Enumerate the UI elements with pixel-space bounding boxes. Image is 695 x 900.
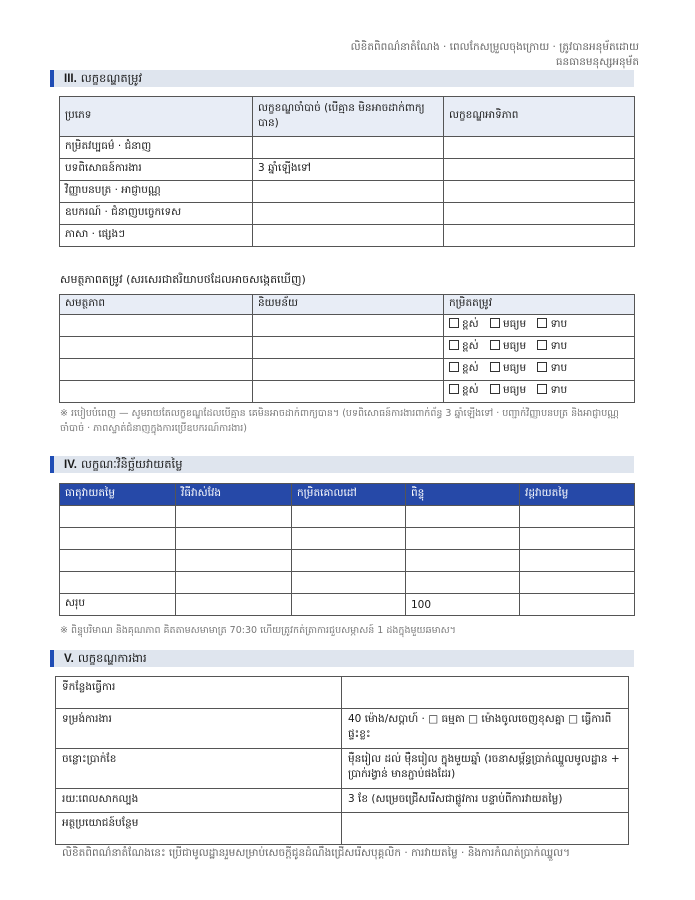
condition-label: អត្ថប្រយោជន៍បន្ថែម xyxy=(56,813,342,845)
table-cell[interactable] xyxy=(406,528,520,550)
condition-value[interactable] xyxy=(342,813,629,845)
table-row xyxy=(60,572,635,594)
table-cell[interactable] xyxy=(520,506,635,528)
table-header-row xyxy=(60,484,635,506)
competency-table xyxy=(59,294,635,403)
required-cell[interactable]: 3 ឆ្នាំឡើងទៅ xyxy=(253,159,444,181)
required-cell[interactable] xyxy=(253,181,444,203)
table-cell xyxy=(292,594,406,616)
total-label: សរុប xyxy=(60,594,176,616)
table-cell[interactable] xyxy=(176,506,292,528)
column-header: សមត្ថភាព xyxy=(60,295,253,315)
row-label: ភាសា · ផ្សេងៗ xyxy=(60,225,253,247)
level-mid-checkbox[interactable] xyxy=(490,362,500,372)
total-row xyxy=(60,594,635,616)
level-options xyxy=(444,337,635,359)
table-header-row xyxy=(60,295,635,315)
section-evaluation-heading xyxy=(50,456,634,473)
level-low-checkbox[interactable] xyxy=(537,340,547,350)
table-row xyxy=(60,528,635,550)
row-label: បទពិសោធន៍ការងារ xyxy=(60,159,253,181)
table-cell[interactable] xyxy=(520,572,635,594)
table-cell[interactable] xyxy=(60,572,176,594)
evaluation-table xyxy=(59,483,635,616)
level-high-checkbox[interactable] xyxy=(449,340,459,350)
column-header: កម្រិតគោលដៅ xyxy=(292,484,406,506)
section-number: IV. xyxy=(64,459,78,471)
section-number: V. xyxy=(64,653,74,665)
table-cell[interactable] xyxy=(292,528,406,550)
definition-cell[interactable] xyxy=(253,359,444,381)
table-cell[interactable] xyxy=(520,528,635,550)
section-requirements-heading xyxy=(50,70,634,87)
requirements-table xyxy=(59,96,635,247)
table-cell[interactable] xyxy=(406,506,520,528)
table-cell[interactable] xyxy=(60,506,176,528)
column-header: លក្ខខណ្ឌអាទិភាព xyxy=(444,97,635,137)
section-title: លក្ខខណ្ឌការងារ xyxy=(77,651,147,665)
level-low-checkbox[interactable] xyxy=(537,318,547,328)
preferred-cell[interactable] xyxy=(444,159,635,181)
table-cell[interactable] xyxy=(292,572,406,594)
level-label: មធ្យម xyxy=(503,384,527,396)
preferred-cell[interactable] xyxy=(444,137,635,159)
competency-cell[interactable] xyxy=(60,359,253,381)
column-header: ធាតុវាយតម្លៃ xyxy=(60,484,176,506)
evaluation-note: ※ ពិន្ទុបរិមាណ និងគុណភាព គិតតាមសមាមាត្រ 70:30 ហើយត្រូវកត់ត្រាការជួបសម្ភាសន៍ 1 ដងក្នុងមួយឆមាស។ xyxy=(60,625,456,636)
level-mid-checkbox[interactable] xyxy=(490,384,500,394)
preferred-cell[interactable] xyxy=(444,181,635,203)
work-conditions-table xyxy=(55,676,629,845)
preferred-cell[interactable] xyxy=(444,203,635,225)
level-mid-checkbox[interactable] xyxy=(490,340,500,350)
level-options xyxy=(444,359,635,381)
level-label: ខ្ពស់ xyxy=(462,362,479,374)
competency-cell[interactable] xyxy=(60,381,253,403)
required-cell[interactable] xyxy=(253,137,444,159)
header-line-2: ធនធានមនុស្សអនុម័ត xyxy=(555,56,639,68)
table-cell xyxy=(520,594,635,616)
table-cell[interactable] xyxy=(176,528,292,550)
level-mid-checkbox[interactable] xyxy=(490,318,500,328)
table-row xyxy=(60,381,635,403)
table-row xyxy=(60,137,635,159)
footer-note: លិខិតពិពណ៌នាតំណែងនេះ ប្រើជាមូលដ្ឋានរួមសម្រាប់សេចក្ដីជូនដំណឹងជ្រើសរើសបុគ្គលិក · ការវាយតម្លៃ · និងការកំណត់ប្រាក់ឈ្នួល។ xyxy=(62,847,571,859)
condition-value[interactable] xyxy=(342,677,629,709)
column-header: វដ្តវាយតម្លៃ xyxy=(520,484,635,506)
level-label: មធ្យម xyxy=(503,318,527,330)
column-header: វិធីវាស់វែង xyxy=(176,484,292,506)
level-high-checkbox[interactable] xyxy=(449,318,459,328)
level-options xyxy=(444,381,635,403)
row-label: កម្រិតវប្បធម៌ · ជំនាញ xyxy=(60,137,253,159)
table-row xyxy=(60,159,635,181)
definition-cell[interactable] xyxy=(253,315,444,337)
condition-value[interactable]: ម៉ឺនរៀល ដល់ ម៉ឺនរៀល ក្នុងមួយឆ្នាំ (រចនាសម្ព័ន្ធប្រាក់ឈ្នួលមូលដ្ឋាន + ប្រាក់រង្វាន់ មានភ្ជាប់ផងដែរ) xyxy=(342,749,629,789)
level-high-checkbox[interactable] xyxy=(449,362,459,372)
preferred-cell[interactable] xyxy=(444,225,635,247)
row-label: វិញ្ញាបនបត្រ · អាជ្ញាបណ្ណ xyxy=(60,181,253,203)
definition-cell[interactable] xyxy=(253,381,444,403)
level-label: ទាប xyxy=(550,318,568,330)
table-row xyxy=(60,203,635,225)
condition-label: ទម្រង់ការងារ xyxy=(56,709,342,749)
competency-cell[interactable] xyxy=(60,337,253,359)
section-title: លក្ខណៈវិនិច្ឆ័យវាយតម្លៃ xyxy=(81,457,183,471)
column-header: កម្រិតតម្រូវ xyxy=(444,295,635,315)
level-low-checkbox[interactable] xyxy=(537,362,547,372)
column-header: ពិន្ទុ xyxy=(406,484,520,506)
level-label: ខ្ពស់ xyxy=(462,384,479,396)
table-cell[interactable] xyxy=(60,528,176,550)
section-title: លក្ខខណ្ឌតម្រូវ xyxy=(80,71,143,85)
table-cell[interactable] xyxy=(406,550,520,572)
table-row xyxy=(56,749,629,789)
required-cell[interactable] xyxy=(253,225,444,247)
table-cell[interactable] xyxy=(406,572,520,594)
competency-title: សមត្ថភាពតម្រូវ (សរសេរជាឥរិយាបថដែលអាចសង្កេតឃើញ) xyxy=(60,273,306,286)
definition-cell[interactable] xyxy=(253,337,444,359)
condition-label: ចន្លោះប្រាក់ខែ xyxy=(56,749,342,789)
level-label: ទាប xyxy=(550,340,568,352)
competency-note: ※ របៀបបំពេញ — សូមរាយតែលក្ខខណ្ឌដែលបើគ្មាន គេមិនអាចដាក់ពាក្យបាន។ (បទពិសោធន៍ការងារពាក់ព័ន្ធ 3 ឆ្នាំឡើងទៅ · បញ្ជាក់វិញ្ញាបនបត្រ និងអាជ្ញាបណ្ណចាំបាច់ · ភាពស្ទាត់ជំនាញក្នុងការប្រើឧបករណ៍ការងារ) xyxy=(60,408,619,434)
table-cell[interactable] xyxy=(176,572,292,594)
table-header-row xyxy=(60,97,635,137)
table-row xyxy=(56,789,629,813)
section-conditions-heading xyxy=(50,650,634,667)
total-score: 100 xyxy=(406,594,520,616)
competency-cell[interactable] xyxy=(60,315,253,337)
table-row xyxy=(60,225,635,247)
condition-value[interactable]: 40 ម៉ោង/សប្ដាហ៍ · □ ធម្មតា □ ម៉ោងចូលចេញខុសគ្នា □ ធ្វើការពីផ្ទះខ្លះ xyxy=(342,709,629,749)
table-row xyxy=(60,506,635,528)
condition-value[interactable]: 3 ខែ (សម្រេចជ្រើសរើសជាផ្លូវការ បន្ទាប់ពីការវាយតម្លៃ) xyxy=(342,789,629,813)
table-cell[interactable] xyxy=(292,506,406,528)
level-options xyxy=(444,315,635,337)
level-label: ខ្ពស់ xyxy=(462,318,479,330)
level-label: ទាប xyxy=(550,384,568,396)
document-header xyxy=(189,40,639,70)
condition-label: រយៈពេលសាកល្បង xyxy=(56,789,342,813)
condition-label: ទីកន្លែងធ្វើការ xyxy=(56,677,342,709)
level-label: ខ្ពស់ xyxy=(462,340,479,352)
row-label: ឧបករណ៍ · ជំនាញបច្ចេកទេស xyxy=(60,203,253,225)
table-row xyxy=(60,315,635,337)
level-low-checkbox[interactable] xyxy=(537,384,547,394)
level-label: មធ្យម xyxy=(503,362,527,374)
table-row xyxy=(60,181,635,203)
table-cell[interactable] xyxy=(520,550,635,572)
column-header: ប្រភេទ xyxy=(60,97,253,137)
table-row xyxy=(56,813,629,845)
header-line-1: លិខិតពិពណ៌នាតំណែង · ពេលកែសម្រួលចុងក្រោយ · ត្រូវបានអនុម័តដោយ xyxy=(350,41,639,53)
level-high-checkbox[interactable] xyxy=(449,384,459,394)
table-row xyxy=(56,677,629,709)
table-cell[interactable] xyxy=(60,550,176,572)
column-header: និយមន័យ xyxy=(253,295,444,315)
table-row xyxy=(56,709,629,749)
table-row xyxy=(60,550,635,572)
table-cell[interactable] xyxy=(292,550,406,572)
required-cell[interactable] xyxy=(253,203,444,225)
table-row xyxy=(60,359,635,381)
column-header: លក្ខខណ្ឌចាំបាច់ (បើគ្មាន មិនអាចដាក់ពាក្យបាន) xyxy=(253,97,444,137)
table-cell xyxy=(176,594,292,616)
table-cell[interactable] xyxy=(176,550,292,572)
section-number: III. xyxy=(64,73,77,85)
table-row xyxy=(60,337,635,359)
level-label: មធ្យម xyxy=(503,340,527,352)
level-label: ទាប xyxy=(550,362,568,374)
